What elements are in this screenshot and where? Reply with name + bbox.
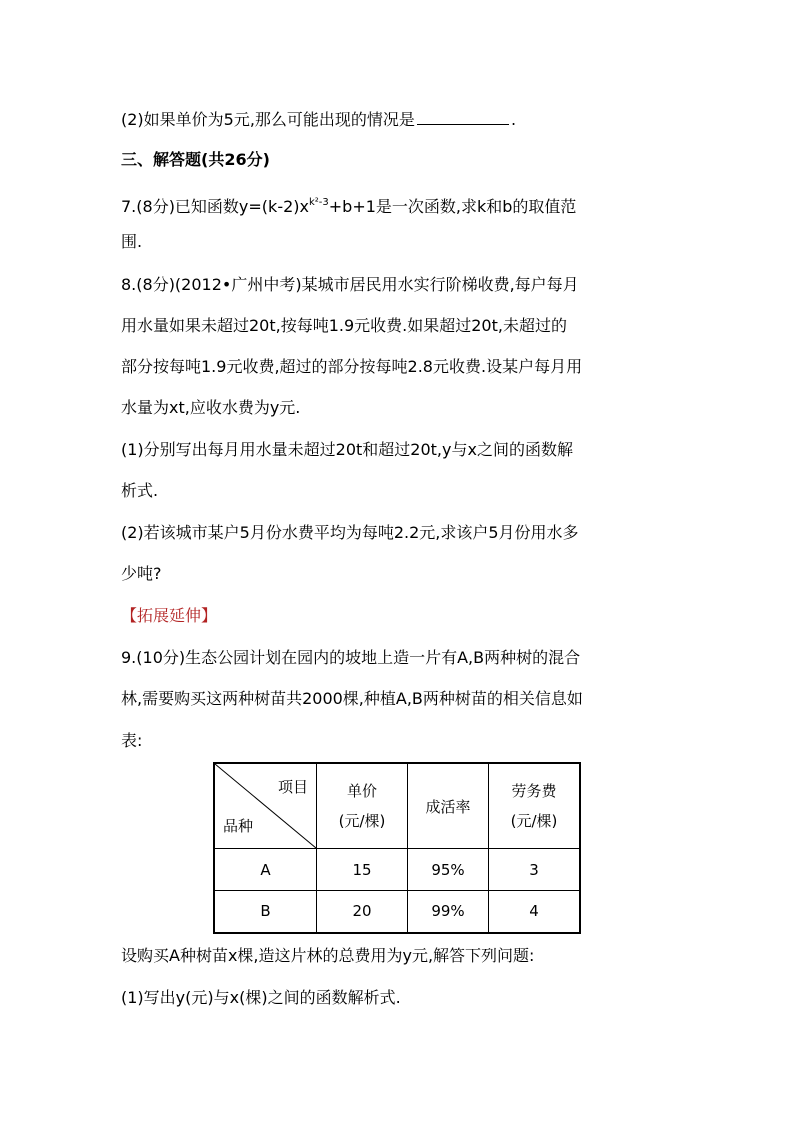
q8-line1: 8.(8分)(2012•广州中考)某城市居民用水实行阶梯收费,每户每月: [121, 275, 579, 294]
header-survival: 成活率: [408, 763, 489, 849]
cell-survival: 99%: [408, 891, 489, 933]
extension-heading: 【拓展延伸】: [121, 606, 218, 625]
cell-survival: 95%: [408, 849, 489, 891]
corner-label-kind: 品种: [223, 817, 254, 835]
table-corner-cell: [214, 763, 317, 849]
q7-line1: [121, 193, 576, 217]
q9-line3: 表:: [121, 731, 143, 750]
q9-after-table: 设购买A种树苗x棵,造这片林的总费用为y元,解答下列问题:: [121, 946, 535, 965]
header-labor-line1: 劳务费: [511, 782, 557, 800]
q8-part1-line2: 析式.: [121, 481, 159, 500]
table-row: [214, 891, 580, 933]
q8-line2: 用水量如果未超过20t,按每吨1.9元收费.如果超过20t,未超过的: [121, 316, 567, 335]
q6-part2-text: (2)如果单价为5元,那么可能出现的情况是: [121, 110, 415, 129]
header-price-line2: (元/棵): [338, 812, 386, 830]
cell-price: 15: [317, 849, 408, 891]
q9-line2: 林,需要购买这两种树苗共2000棵,种植A,B两种树苗的相关信息如: [121, 689, 583, 708]
q8-part2-line1: (2)若该城市某户5月份水费平均为每吨2.2元,求该户5月份用水多: [121, 523, 579, 542]
q8-line4: 水量为xt,应收水费为y元.: [121, 398, 301, 417]
tree-info-table: [213, 762, 581, 934]
cell-labor: 3: [489, 849, 581, 891]
table-row: [214, 849, 580, 891]
corner-label-item: 项目: [277, 778, 308, 796]
answer-blank: [417, 109, 509, 125]
header-price-line1: 单价: [346, 782, 377, 800]
cell-kind: A: [214, 849, 317, 891]
q9-part1: (1)写出y(元)与x(棵)之间的函数解析式.: [121, 988, 401, 1007]
header-price: [317, 763, 408, 849]
q8-line3: 部分按每吨1.9元收费,超过的部分按每吨2.8元收费.设某户每月用: [121, 357, 583, 376]
q8-part2-line2: 少吨?: [121, 564, 162, 583]
q6-part2: [121, 109, 516, 130]
table-header-row: [214, 763, 580, 849]
cell-labor: 4: [489, 891, 581, 933]
q7-line2: 围.: [121, 232, 143, 251]
q7-text-b: +b+1是一次函数,求k和b的取值范: [328, 197, 577, 216]
section-heading-answers: 三、解答题(共26分): [121, 150, 270, 169]
q7-exponent: k²-3: [308, 197, 329, 208]
q6-part2-period: .: [510, 110, 517, 129]
cell-price: 20: [317, 891, 408, 933]
q7-text-a: 7.(8分)已知函数y=(k-2)x: [121, 197, 309, 216]
header-labor-line2: (元/棵): [510, 812, 558, 830]
q8-part1-line1: (1)分别写出每月用水量未超过20t和超过20t,y与x之间的函数解: [121, 440, 573, 459]
q9-line1: 9.(10分)生态公园计划在园内的坡地上造一片有A,B两种树的混合: [121, 648, 581, 667]
header-labor: [489, 763, 581, 849]
cell-kind: B: [214, 891, 317, 933]
